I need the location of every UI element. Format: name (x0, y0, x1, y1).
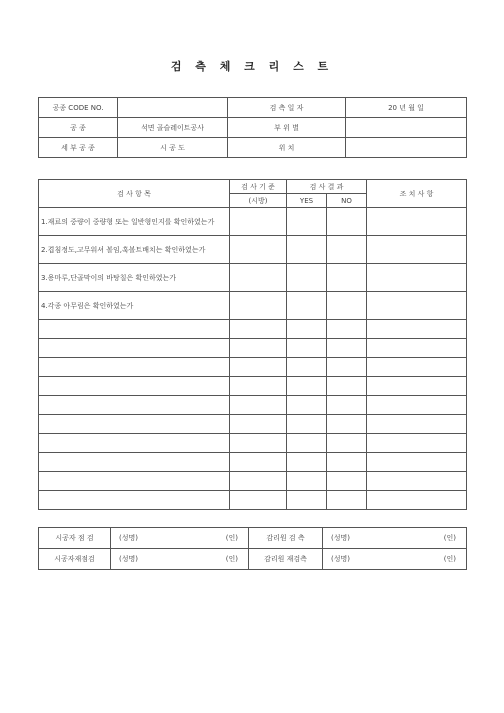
signature-row-2 (39, 549, 467, 570)
header-row-sub-work (39, 138, 467, 158)
header-info-table (38, 97, 467, 158)
checklist-standard-cell[interactable] (230, 236, 287, 264)
checklist-no-cell[interactable] (327, 320, 367, 339)
location-label: 위 치 (228, 138, 346, 158)
supervisor-inspection-name[interactable]: (성명) (323, 528, 393, 549)
checklist-standard-cell[interactable] (230, 358, 287, 377)
checklist-action-cell[interactable] (367, 339, 467, 358)
checklist-yes-cell[interactable] (287, 236, 327, 264)
inspection-date-value[interactable]: 20 년 월 일 (346, 98, 467, 118)
page-title: 검 측 체 크 리 스 트 (170, 60, 334, 73)
checklist-row (39, 377, 467, 396)
inspection-date-label: 검 측 일 자 (228, 98, 346, 118)
work-type-label: 공 종 (39, 118, 118, 138)
sub-work-type-label: 세 부 공 종 (39, 138, 118, 158)
checklist-yes-cell[interactable] (287, 453, 327, 472)
header-row-code (39, 98, 467, 118)
checklist-no-cell[interactable] (327, 453, 367, 472)
checklist-item-text (39, 339, 230, 358)
checklist-yes-cell[interactable] (287, 208, 327, 236)
contractor-material-name[interactable]: (성명) (111, 549, 181, 570)
checklist-standard-cell[interactable] (230, 292, 287, 320)
checklist-standard-cell[interactable] (230, 320, 287, 339)
header-row-work-type (39, 118, 467, 138)
checklist-row (39, 396, 467, 415)
checklist-no-cell[interactable] (327, 208, 367, 236)
checklist-no-cell[interactable] (327, 434, 367, 453)
checklist-row (39, 491, 467, 510)
checklist-action-cell[interactable] (367, 453, 467, 472)
supervisor-reinspection-label: 감리원 재검측 (249, 549, 323, 570)
checklist-yes-cell[interactable] (287, 264, 327, 292)
signature-row-1 (39, 528, 467, 549)
supervisor-reinspection-name[interactable]: (성명) (323, 549, 393, 570)
checklist-yes-cell[interactable] (287, 396, 327, 415)
contractor-inspection-seal[interactable]: (인) (181, 528, 249, 549)
supervisor-inspection-seal[interactable]: (인) (393, 528, 467, 549)
checklist-yes-cell[interactable] (287, 292, 327, 320)
supervisor-inspection-label: 감리원 검 측 (249, 528, 323, 549)
checklist-row (39, 415, 467, 434)
col-yes-header: YES (287, 194, 327, 208)
checklist-item-text (39, 377, 230, 396)
checklist-action-cell[interactable] (367, 264, 467, 292)
checklist-yes-cell[interactable] (287, 491, 327, 510)
checklist-action-cell[interactable] (367, 472, 467, 491)
checklist-no-cell[interactable] (327, 377, 367, 396)
sub-work-type-value[interactable]: 시 공 도 (118, 138, 228, 158)
checklist-no-cell[interactable] (327, 358, 367, 377)
project-code-label: 공종 CODE NO. (39, 98, 118, 118)
checklist-row (39, 264, 467, 292)
checklist-item-text (39, 358, 230, 377)
checklist-standard-cell[interactable] (230, 377, 287, 396)
checklist-item-text: 3.용마루,단골막이의 바탕칠은 확인하였는가 (39, 264, 230, 292)
checklist-yes-cell[interactable] (287, 415, 327, 434)
checklist-action-cell[interactable] (367, 377, 467, 396)
checklist-item-text (39, 415, 230, 434)
checklist-row (39, 208, 467, 236)
checklist-item-text: 1.재료의 중량이 중량형 또는 일반형인지를 확인하였는가 (39, 208, 230, 236)
part-value[interactable] (346, 118, 467, 138)
checklist-standard-cell[interactable] (230, 415, 287, 434)
checklist-row (39, 453, 467, 472)
contractor-inspection-name[interactable]: (성명) (111, 528, 181, 549)
part-label: 부 위 별 (228, 118, 346, 138)
checklist-yes-cell[interactable] (287, 358, 327, 377)
checklist-no-cell[interactable] (327, 396, 367, 415)
col-action-header: 조 치 사 항 (367, 180, 467, 208)
checklist-action-cell[interactable] (367, 320, 467, 339)
checklist-no-cell[interactable] (327, 264, 367, 292)
checklist-item-text (39, 434, 230, 453)
work-type-value[interactable]: 석면 골슬레이트공사 (118, 118, 228, 138)
checklist-item-text (39, 472, 230, 491)
checklist-table (38, 179, 467, 510)
checklist-action-cell[interactable] (367, 434, 467, 453)
supervisor-reinspection-seal[interactable]: (인) (393, 549, 467, 570)
checklist-yes-cell[interactable] (287, 339, 327, 358)
col-result-header: 검 사 결 과 (287, 180, 367, 194)
checklist-row (39, 320, 467, 339)
col-no-header: NO (327, 194, 367, 208)
checklist-no-cell[interactable] (327, 292, 367, 320)
checklist-item-text (39, 453, 230, 472)
checklist-action-cell[interactable] (367, 396, 467, 415)
checklist-item-text: 4.각종 아무림은 확인하였는가 (39, 292, 230, 320)
checklist-item-text (39, 491, 230, 510)
checklist-standard-cell[interactable] (230, 453, 287, 472)
checklist-item-text: 2.겹침정도,고무워셔 볼임,훅볼트배치는 확인하였는가 (39, 236, 230, 264)
checklist-no-cell[interactable] (327, 236, 367, 264)
checklist-no-cell[interactable] (327, 415, 367, 434)
checklist-action-cell[interactable] (367, 292, 467, 320)
checklist-action-cell[interactable] (367, 236, 467, 264)
checklist-action-cell[interactable] (367, 358, 467, 377)
checklist-row (39, 472, 467, 491)
contractor-inspection-label: 시공자 점 검 (39, 528, 111, 549)
checklist-standard-cell[interactable] (230, 264, 287, 292)
col-standard-header: 검 사 기 준 (230, 180, 287, 194)
checklist-yes-cell[interactable] (287, 434, 327, 453)
checklist-yes-cell[interactable] (287, 320, 327, 339)
checklist-row (39, 339, 467, 358)
checklist-row (39, 358, 467, 377)
signature-table (38, 527, 467, 570)
checklist-action-cell[interactable] (367, 415, 467, 434)
checklist-action-cell[interactable] (367, 491, 467, 510)
checklist-standard-cell[interactable] (230, 339, 287, 358)
checklist-item-text (39, 396, 230, 415)
checklist-yes-cell[interactable] (287, 472, 327, 491)
checklist-row (39, 434, 467, 453)
checklist-no-cell[interactable] (327, 472, 367, 491)
checklist-body (39, 208, 467, 510)
checklist-action-cell[interactable] (367, 208, 467, 236)
checklist-row (39, 236, 467, 264)
checklist-header-row-1 (39, 180, 467, 194)
checklist-item-text (39, 320, 230, 339)
contractor-material-label: 시공자재점검 (39, 549, 111, 570)
checklist-standard-cell[interactable] (230, 208, 287, 236)
checklist-standard-cell[interactable] (230, 396, 287, 415)
checklist-yes-cell[interactable] (287, 377, 327, 396)
checklist-row (39, 292, 467, 320)
checklist-no-cell[interactable] (327, 491, 367, 510)
location-value[interactable] (346, 138, 467, 158)
col-item-header: 검 사 항 목 (39, 180, 230, 208)
checklist-standard-cell[interactable] (230, 434, 287, 453)
col-standard-sub-header: (시방) (230, 194, 287, 208)
checklist-standard-cell[interactable] (230, 491, 287, 510)
checklist-standard-cell[interactable] (230, 472, 287, 491)
checklist-no-cell[interactable] (327, 339, 367, 358)
project-code-value[interactable] (118, 98, 228, 118)
contractor-material-seal[interactable]: (인) (181, 549, 249, 570)
